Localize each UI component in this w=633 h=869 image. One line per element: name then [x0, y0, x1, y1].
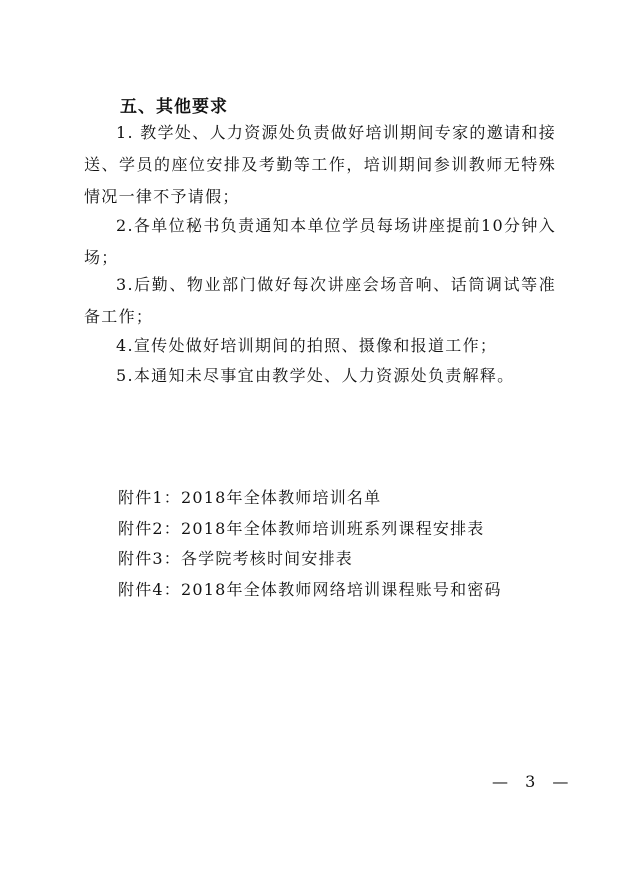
page-number: — 3 — — [492, 772, 575, 791]
requirement-item-5: 5.本通知未尽事宜由教学处、人力资源处负责解释。 — [116, 366, 515, 385]
requirement-item-1: 1. 教学处、人力资源处负责做好培训期间专家的邀请和接送、学员的座位安排及考勤等工作，培训期间参训教师无特殊情况一律不予请假； — [84, 123, 556, 206]
attachment-4: 附件4：2018年全体教师网络培训课程账号和密码 — [118, 580, 502, 599]
requirement-item-2: 2.各单位秘书负责通知本单位学员每场讲座提前10分钟入场； — [84, 216, 556, 267]
attachment-3: 附件3：各学院考核时间安排表 — [118, 549, 353, 568]
requirement-item-3: 3.后勤、物业部门做好每次讲座会场音响、话筒调试等准备工作； — [84, 275, 556, 326]
attachment-1: 附件1：2018年全体教师培训名单 — [118, 488, 382, 507]
attachment-2: 附件2：2018年全体教师培训班系列课程安排表 — [118, 519, 485, 538]
section-heading: 五、其他要求 — [120, 97, 228, 117]
requirement-item-4: 4.宣传处做好培训期间的拍照、摄像和报道工作； — [116, 336, 498, 355]
